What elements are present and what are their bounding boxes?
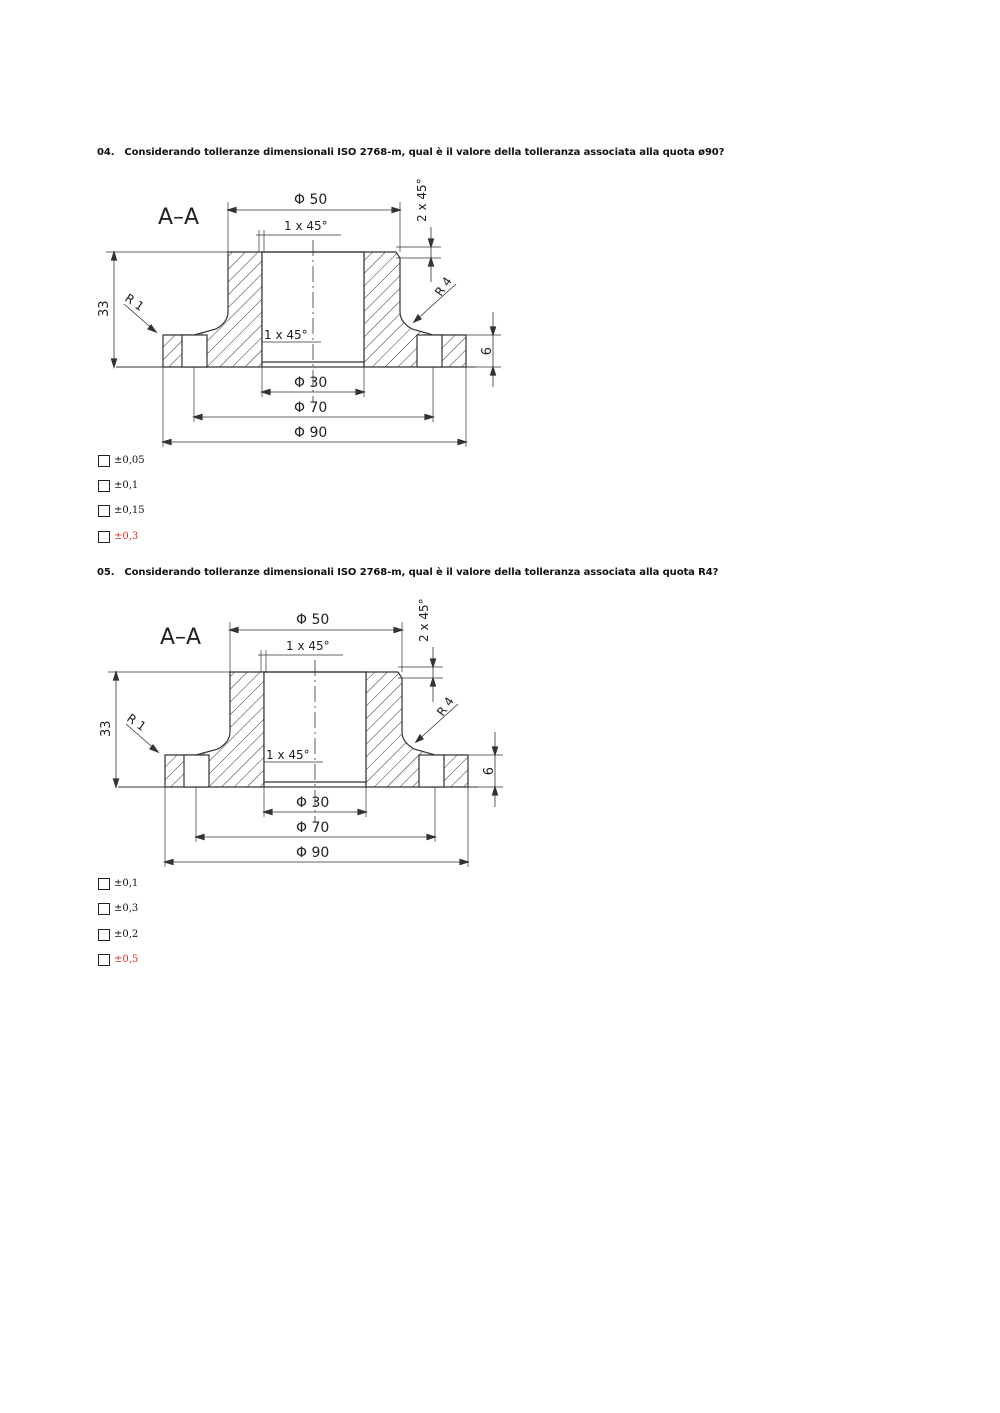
checkbox[interactable] [98, 903, 110, 915]
option-label-correct: ±0,5 [114, 954, 139, 965]
h33-label: 33 [97, 300, 112, 317]
option-2[interactable] [97, 480, 237, 496]
checkbox[interactable] [98, 505, 110, 517]
drawing-slot [96, 172, 506, 461]
option-4[interactable] [97, 954, 237, 970]
left-section-hatch [163, 252, 262, 367]
question-text [97, 147, 724, 158]
d50-label: Φ 50 [294, 192, 328, 208]
h9-label: 9 [479, 767, 494, 776]
technical-drawing [98, 592, 508, 877]
h9-label: 9 [477, 347, 492, 356]
chamfer-top-label: 1 x 45° [284, 219, 328, 233]
option-label-correct: ±0,3 [114, 531, 139, 542]
question-body: Considerando tolleranze dimensionali ISO 2768-m, qual è il valore della tolleranza associata alla quota ø90? [124, 147, 725, 158]
question-text [97, 567, 718, 578]
r1-label: R 1 [124, 710, 149, 734]
checkbox[interactable] [98, 480, 110, 492]
option-3[interactable] [97, 505, 237, 521]
chamfer-top-label: 1 x 45° [286, 639, 330, 653]
d50-label: Φ 50 [296, 612, 330, 628]
r1-label: R 1 [122, 290, 147, 314]
question-number: 04. [97, 147, 115, 158]
option-label: ±0,1 [114, 480, 139, 491]
question-number: 05. [97, 567, 115, 578]
option-label: ±0,15 [114, 505, 145, 516]
option-4[interactable] [97, 531, 237, 547]
drawing-slot [98, 592, 508, 881]
chamfer-inner-label: 1 x 45° [264, 328, 308, 342]
technical-drawing [96, 172, 506, 457]
chamfer-side-label: 2 x 45° [417, 598, 431, 642]
r4-label: R 4 [431, 274, 455, 299]
d30-label: Φ 30 [296, 795, 330, 811]
checkbox[interactable] [98, 455, 110, 467]
option-label: ±0,05 [114, 455, 145, 466]
option-label: ±0,1 [114, 878, 139, 889]
checkbox[interactable] [98, 954, 110, 966]
chamfer-side-label: 2 x 45° [415, 178, 429, 222]
option-label: ±0,2 [114, 929, 139, 940]
option-2[interactable] [97, 903, 237, 919]
d30-label: Φ 30 [294, 375, 328, 391]
checkbox[interactable] [98, 531, 110, 543]
left-section-hatch [165, 672, 264, 787]
option-1[interactable] [97, 455, 237, 471]
question-body: Considerando tolleranze dimensionali ISO 2768-m, qual è il valore della tolleranza associata alla quota R4? [124, 567, 719, 578]
right-section-hatch [366, 672, 468, 787]
h33-label: 33 [99, 720, 114, 737]
d70-label: Φ 70 [296, 820, 330, 836]
d70-label: Φ 70 [294, 400, 328, 416]
option-3[interactable] [97, 929, 237, 945]
option-1[interactable] [97, 878, 237, 894]
checkbox[interactable] [98, 929, 110, 941]
right-section-hatch [364, 252, 466, 367]
section-label: A–A [158, 205, 200, 230]
d90-label: Φ 90 [296, 845, 330, 861]
r4-label: R 4 [433, 694, 457, 719]
option-label: ±0,3 [114, 903, 139, 914]
chamfer-inner-label: 1 x 45° [266, 748, 310, 762]
section-label: A–A [160, 625, 202, 650]
checkbox[interactable] [98, 878, 110, 890]
d90-label: Φ 90 [294, 425, 328, 441]
